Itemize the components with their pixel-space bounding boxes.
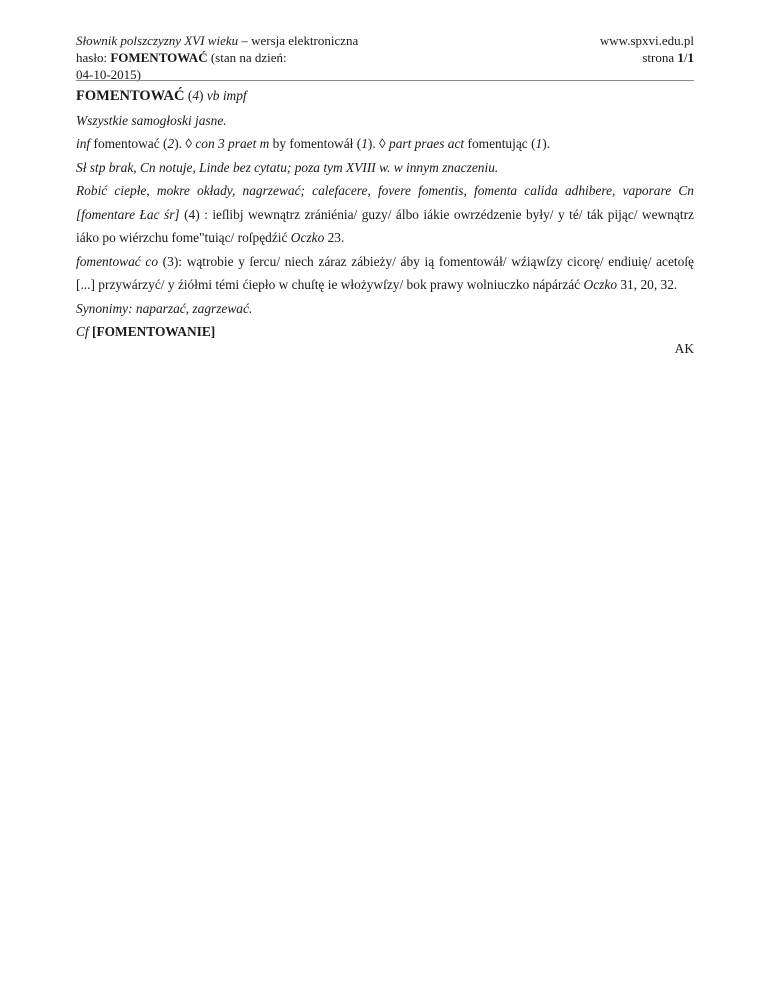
sources-note [76, 156, 694, 180]
quote-2-ref: 31, 20, 32. [617, 277, 678, 292]
con-label: con 3 praet m [195, 136, 270, 151]
part-form: fomentując ( [464, 136, 536, 151]
subsense-label: fomentować co [76, 253, 159, 269]
entry-headline [76, 84, 694, 109]
inf-label: inf [76, 136, 91, 151]
quote-2-source: Oczko [583, 277, 618, 292]
subsense-count: (3): [158, 253, 187, 269]
con-form: by fomentowáł ( [269, 136, 362, 151]
inf-form: fomentować ( [90, 136, 168, 151]
author-signature: AK [674, 341, 694, 356]
header-divider [76, 80, 694, 81]
dictionary-name: Słownik polszczyzny XVI wieku [76, 33, 239, 48]
inf-count: 2 [167, 136, 175, 151]
quote-2: wątrobie y ſercu/ niech záraz zábieży/ áby ią fomentowáł/ wźiąwſzy cicorę/ endiuię/ acetoſę [...] przywárzyć/ y źiółmi témi ćiepło w chuſtę ie włożywſzy/ bok prawy wolniuczko nápárzáć [76, 253, 694, 292]
part-close: ). [542, 136, 551, 151]
page-number: 1 [677, 50, 684, 65]
page-total: 1 [687, 50, 694, 65]
definition-block [76, 179, 694, 250]
cf-label: Cf [76, 324, 89, 339]
definition-text: Robić ciepłe, mokre okłady, nagrzewać; calefacere, fovere fomentis, fomenta calida adhibere, vaporare [76, 183, 672, 198]
vowels-note [76, 109, 694, 133]
quote-1-source: Oczko [290, 230, 325, 245]
page-header-left [76, 32, 416, 83]
vowels-text: Wszystkie samogłoski jasne. [76, 112, 227, 128]
headword-count: 4 [192, 88, 200, 103]
page-header-right [600, 32, 694, 66]
status-date: 04-10-2015) [76, 67, 141, 82]
synonyms-label: Synonimy [76, 300, 129, 316]
page-counter [600, 49, 694, 66]
forms-line [76, 132, 694, 156]
page-label: strona [642, 50, 678, 65]
count-open: ( [184, 88, 193, 103]
inf-close: ). ◊ [174, 136, 196, 151]
cf-link[interactable]: [FOMENTOWANIE] [88, 324, 216, 339]
cn-bracket: [fomentare Łac śr] [76, 206, 180, 222]
con-close: ). ◊ [367, 136, 390, 151]
headword: FOMENTOWAĆ [76, 88, 185, 104]
grammar-label: vb impf [206, 88, 247, 103]
entry-headword: FOMENTOWAĆ [110, 50, 208, 65]
page-separator: / [683, 50, 688, 65]
quote-1: ieſlibj wewnątrz zrániénia/ guzy/ álbo iákie owrzédzenie były/ y té/ ták pijąc/ wewnątrz iáko po wiérzchu fome"tuiąc/ roſpędźić [76, 206, 694, 245]
edition-label: – wersja elektroniczna [238, 33, 359, 48]
con-count: 1 [361, 136, 368, 151]
dictionary-title [76, 32, 416, 49]
status-label: (stan na dzień: [207, 50, 287, 65]
sources-text: Sł stp brak, Cn notuje, Linde bez cytatu; poza tym XVIII w. w innym znaczeniu. [76, 159, 499, 175]
quote-1-ref: 23. [324, 230, 345, 245]
synonyms-text: : naparzać, zagrzewać. [128, 300, 253, 316]
website-link[interactable]: www.spxvi.edu.pl [599, 33, 694, 48]
part-label: part praes act [389, 136, 465, 151]
part-count: 1 [535, 136, 543, 151]
entry-label: hasło: [76, 50, 111, 65]
crossref-line [76, 320, 694, 344]
dictionary-entry [76, 84, 694, 344]
entry-line [76, 49, 416, 66]
subsense-block [76, 250, 694, 297]
cn-count: (4) : [179, 206, 213, 222]
count-close: ) [199, 88, 207, 103]
synonyms-line [76, 297, 694, 321]
cn-label: Cn [678, 183, 694, 198]
